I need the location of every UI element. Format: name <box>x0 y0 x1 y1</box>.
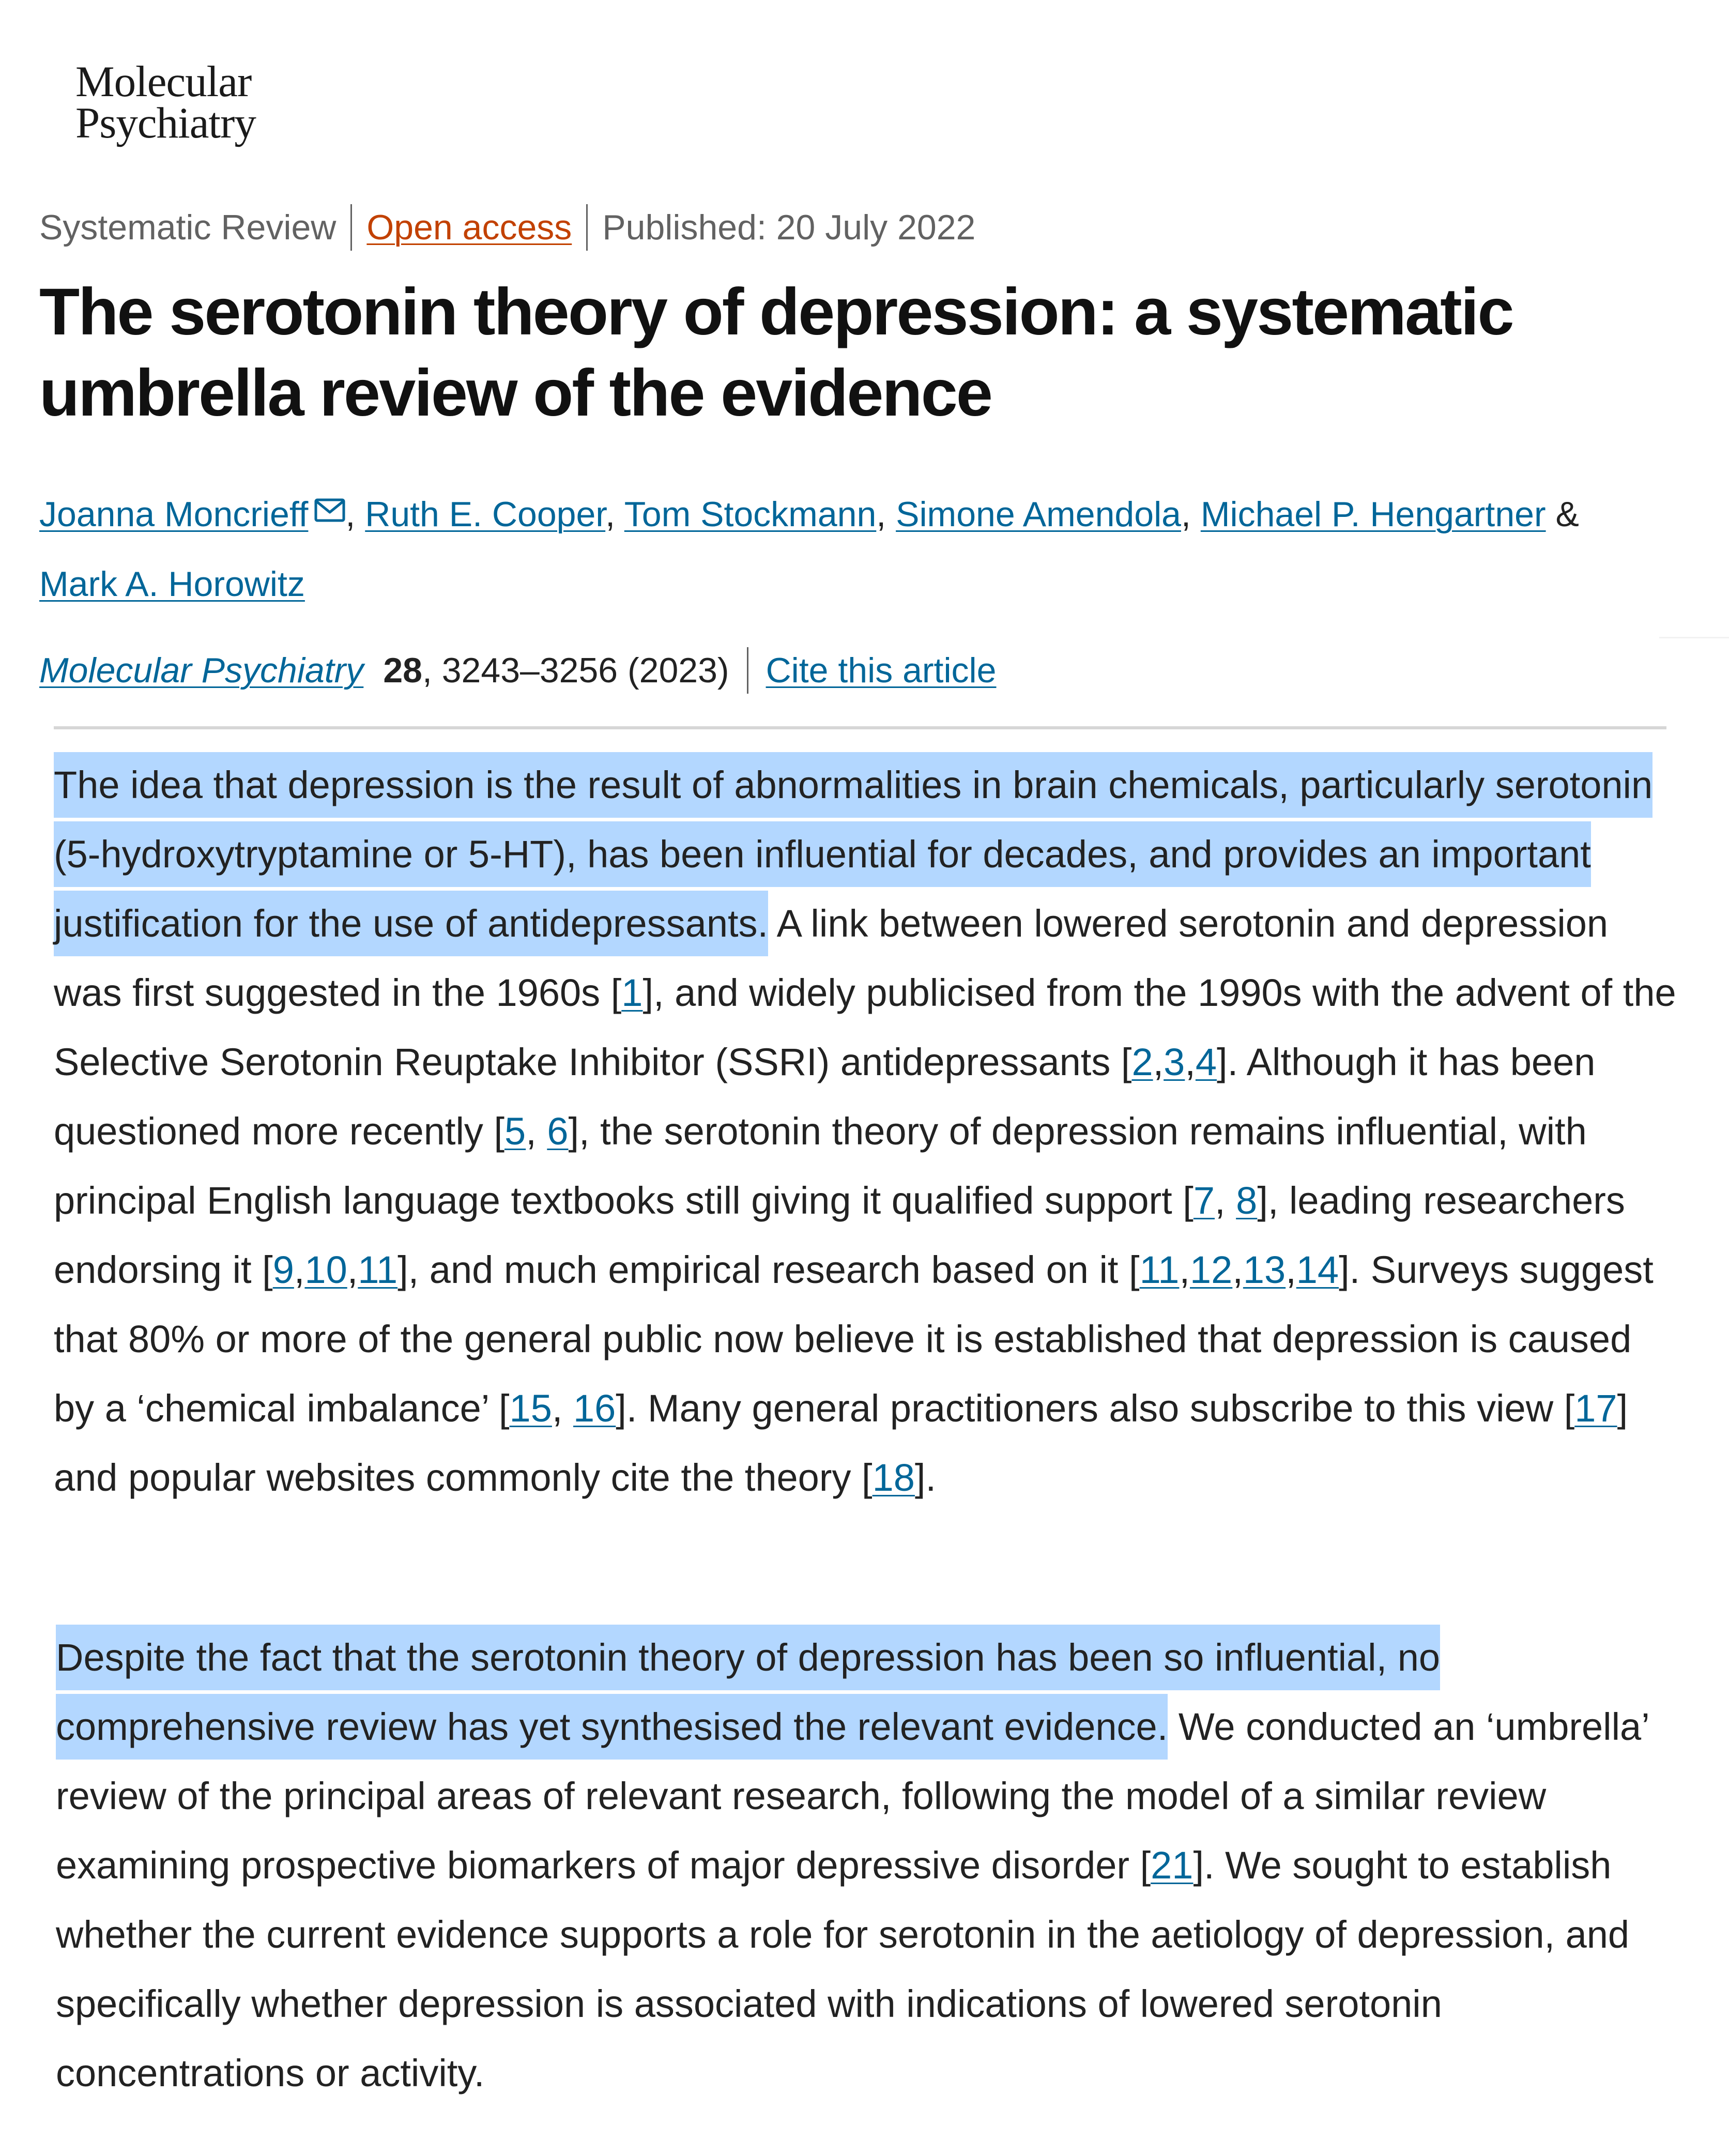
reference-link[interactable]: 8 <box>1236 1179 1258 1222</box>
volume-number: 28 <box>383 651 422 690</box>
reference-link[interactable]: 1 <box>621 971 643 1014</box>
journal-link[interactable]: Molecular Psychiatry <box>39 651 364 690</box>
reference-link[interactable]: 17 <box>1574 1387 1617 1430</box>
journal-logo-line2: Psychiatry <box>75 99 256 147</box>
reference-link[interactable]: 7 <box>1193 1179 1215 1222</box>
reference-link[interactable]: 9 <box>272 1248 294 1291</box>
mail-icon[interactable] <box>314 476 345 499</box>
cite-this-article-link[interactable]: Cite this article <box>766 651 997 690</box>
body-text: , <box>294 1248 305 1291</box>
author-link[interactable]: Tom Stockmann <box>624 495 877 534</box>
body-text: ]. Many general practitioners also subscribe to this view [ <box>616 1387 1575 1430</box>
reference-link[interactable]: 12 <box>1190 1248 1233 1291</box>
journal-logo-line1: Molecular <box>75 57 252 106</box>
body-text: ]. Although it has been questioned more recently [ <box>54 1041 1596 1153</box>
body-text: ]. Surveys suggest that 80% or more of the general public now believe it is established that depression is caused by a ‘chemical imbalance’ [ <box>54 1248 1654 1430</box>
body-text: , <box>552 1387 573 1430</box>
body-text: ]. We sought to establish whether the current evidence supports a role for serotonin in the aetiology of depression, and specifically whether depression is associated with indications of lowered serotonin concentrations or activity. <box>56 1844 1630 2094</box>
article-type: Systematic Review <box>39 208 336 247</box>
author-separator: , <box>1181 495 1191 534</box>
article-title: The serotonin theory of depression: a systematic umbrella review of the evidence <box>39 275 1513 430</box>
body-text: , <box>526 1110 547 1153</box>
reference-link[interactable]: 11 <box>358 1248 398 1291</box>
author-link[interactable]: Michael P. Hengartner <box>1200 495 1546 534</box>
body-text: ], the serotonin theory of depression remains influential, with principal English language textbooks still giving it qualified support [ <box>54 1110 1587 1222</box>
meta-divider <box>586 204 588 251</box>
edge-line <box>1659 637 1729 638</box>
reference-link[interactable]: 11 <box>1139 1248 1180 1291</box>
highlighted-text: Despite the fact that the serotonin theory of depression has been so influential, no comprehensive review has yet synthesised the relevant evidence. <box>56 1625 1440 1760</box>
body-text: , <box>347 1248 358 1291</box>
pages-year: , 3243–3256 (2023) <box>422 651 729 690</box>
paragraph-2 <box>56 1623 1684 2108</box>
reference-link[interactable]: 18 <box>872 1456 915 1499</box>
reference-link[interactable]: 2 <box>1131 1041 1153 1083</box>
body-text: , <box>1215 1179 1236 1222</box>
body-text: , <box>1286 1248 1296 1291</box>
author-separator: , <box>345 495 356 534</box>
meta-divider <box>350 204 352 251</box>
reference-link[interactable]: 13 <box>1243 1248 1286 1291</box>
author-separator: , <box>876 495 886 534</box>
highlighted-text: The idea that depression is the result of abnormalities in brain chemicals, particularly serotonin (5-hydroxytryptamine or 5-HT), has been influential for decades, and provides an important justification for the use of antidepressants. <box>54 752 1653 956</box>
author-list <box>39 476 1683 619</box>
reference-link[interactable]: 16 <box>573 1387 616 1430</box>
reference-link[interactable]: 3 <box>1164 1041 1185 1083</box>
body-text: ], leading researchers endorsing it [ <box>54 1179 1625 1291</box>
reference-link[interactable]: 6 <box>547 1110 569 1153</box>
body-text: , <box>1185 1041 1196 1083</box>
reference-link[interactable]: 10 <box>304 1248 347 1291</box>
reference-link[interactable]: 15 <box>509 1387 552 1430</box>
author-ampersand: & <box>1555 495 1579 534</box>
section-divider <box>54 726 1666 729</box>
open-access-link[interactable]: Open access <box>366 208 572 247</box>
body-text: , <box>1232 1248 1243 1291</box>
journal-logo[interactable] <box>75 57 256 147</box>
body-text: ]. <box>914 1456 937 1499</box>
citation-divider <box>747 647 748 694</box>
body-text: ], and widely publicised from the 1990s with the advent of the Selective Serotonin Reuptake Inhibitor (SSRI) antidepressants [ <box>54 971 1676 1083</box>
citation-row <box>39 647 996 694</box>
published-date: Published: 20 July 2022 <box>602 208 976 247</box>
body-text: , <box>1153 1041 1164 1083</box>
article-meta <box>39 204 975 251</box>
body-text: ] and popular websites commonly cite the theory [ <box>54 1387 1628 1499</box>
author-separator: , <box>605 495 616 534</box>
body-text: A link between lowered serotonin and depression was first suggested in the 1960s [ <box>54 902 1609 1014</box>
body-text: ], and much empirical research based on it [ <box>397 1248 1140 1291</box>
author-link[interactable]: Joanna Moncrieff <box>39 495 309 534</box>
reference-link[interactable]: 14 <box>1296 1248 1339 1291</box>
paragraph-1 <box>54 751 1682 1512</box>
body-text: , <box>1179 1248 1190 1291</box>
author-link[interactable]: Simone Amendola <box>896 495 1181 534</box>
reference-link[interactable]: 21 <box>1151 1844 1194 1887</box>
body-text: We conducted an ‘umbrella’ review of the principal areas of relevant research, following the model of a similar review examining prospective biomarkers of major depressive disorder [ <box>56 1705 1648 1887</box>
author-link[interactable]: Ruth E. Cooper <box>365 495 606 534</box>
reference-link[interactable]: 5 <box>504 1110 526 1153</box>
author-link[interactable]: Mark A. Horowitz <box>39 564 305 604</box>
reference-link[interactable]: 4 <box>1195 1041 1217 1083</box>
